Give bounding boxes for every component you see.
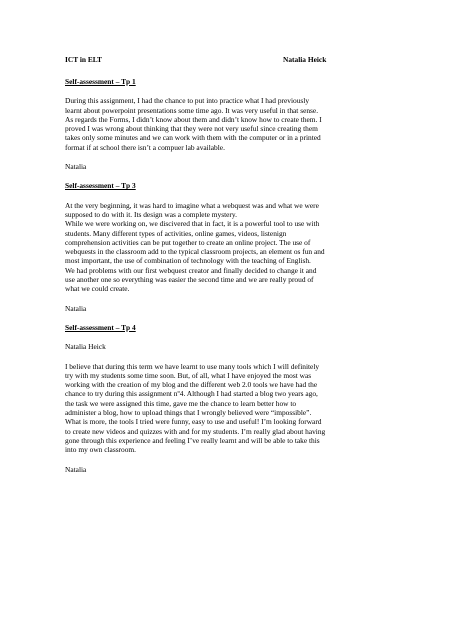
section3-line: I believe that during this term we have learnt to use many tools which I will definitely <box>65 361 320 371</box>
section2-line: most important, the use of combination of technology with the teaching of English. <box>65 256 311 266</box>
document-header <box>65 55 395 65</box>
section1-line: format if at school there isn’t a compuer lab available. <box>65 142 225 152</box>
section2-heading: Self-assessment – Tp 3 <box>65 181 136 191</box>
section1-body <box>65 96 395 152</box>
section2-line: At the very beginning, it was hard to imagine what a webquest was and what we were <box>65 200 319 210</box>
section2-line: webquests in the classroom add to the typical classroom projects, an element os fun and <box>65 247 325 257</box>
section1-line: learnt about powerpoint presentations some time ago. It was very useful in that sense. <box>65 105 319 115</box>
section2-line: While we were working on, we discivered that in fact, it is a powerful tool to use with <box>65 219 320 229</box>
course-title: ICT in ELT <box>65 55 102 64</box>
section1-line: During this assignment, I had the chance to put into practice what I had previously <box>65 96 310 106</box>
section3-author: Natalia Heick <box>65 342 106 352</box>
section2-line: supposed to do with it. Its design was a complete mystery. <box>65 209 237 219</box>
section1-heading: Self-assessment – Tp 1 <box>65 77 136 86</box>
section2-signature: Natalia <box>65 303 87 313</box>
author-name: Natalia Heick <box>283 55 327 64</box>
section2-line: use another one so everything was easier the second time and we are really proud of <box>65 275 314 285</box>
section3-line: the task we were assigned this time, gave me the chance to learn better how to <box>65 398 297 408</box>
section3-line: working with the creation of my blog and the different web 2.0 tools we have had the <box>65 380 318 390</box>
section2-line: We had problems with our first webquest creator and finally decided to change it and <box>65 265 317 275</box>
document-page <box>65 55 395 474</box>
section3-line: gone through this experience and feeling I’ve really learnt and will be able to take this <box>65 435 320 445</box>
section3-line: try with my students some time soon. But, of all, what I have enjoyed the most was <box>65 370 312 380</box>
section2-line: what we could create. <box>65 284 130 294</box>
section3-line: chance to try during this assignment nº4. Although I had started a blog two years ago, <box>65 389 318 399</box>
section2-body <box>65 201 395 294</box>
section3-line: What is more, the tools I tried were funny, easy to use and useful! I’m looking forward <box>65 417 322 427</box>
section3-line: into my own classroom. <box>65 445 137 455</box>
section2-line: comprehension activities can be put together to create an online project. The use of <box>65 237 311 247</box>
section3-line: to create new videos and quizzes with and for my students. I’m really glad about having <box>65 426 326 436</box>
section1-line: takes only some minutes and we can work with them with the computer or in a printed <box>65 133 321 143</box>
section3-heading: Self-assessment – Tp 4 <box>65 322 136 332</box>
section3-line: administer a blog, how to upload things that I wrongly believed were “impossible”. <box>65 408 312 418</box>
section2-line: students. Many different types of activities, online games, videos, listenign <box>65 228 287 238</box>
section1-line: proved I was wrong about thinking that they were not very useful since creating them <box>65 124 318 134</box>
section1-line: As regards the Forms, I didn’t know about them and didn’t know how to create them. I <box>65 114 322 124</box>
section1-signature: Natalia <box>65 162 87 172</box>
section3-signature: Natalia <box>65 464 87 474</box>
section3-body <box>65 362 395 455</box>
